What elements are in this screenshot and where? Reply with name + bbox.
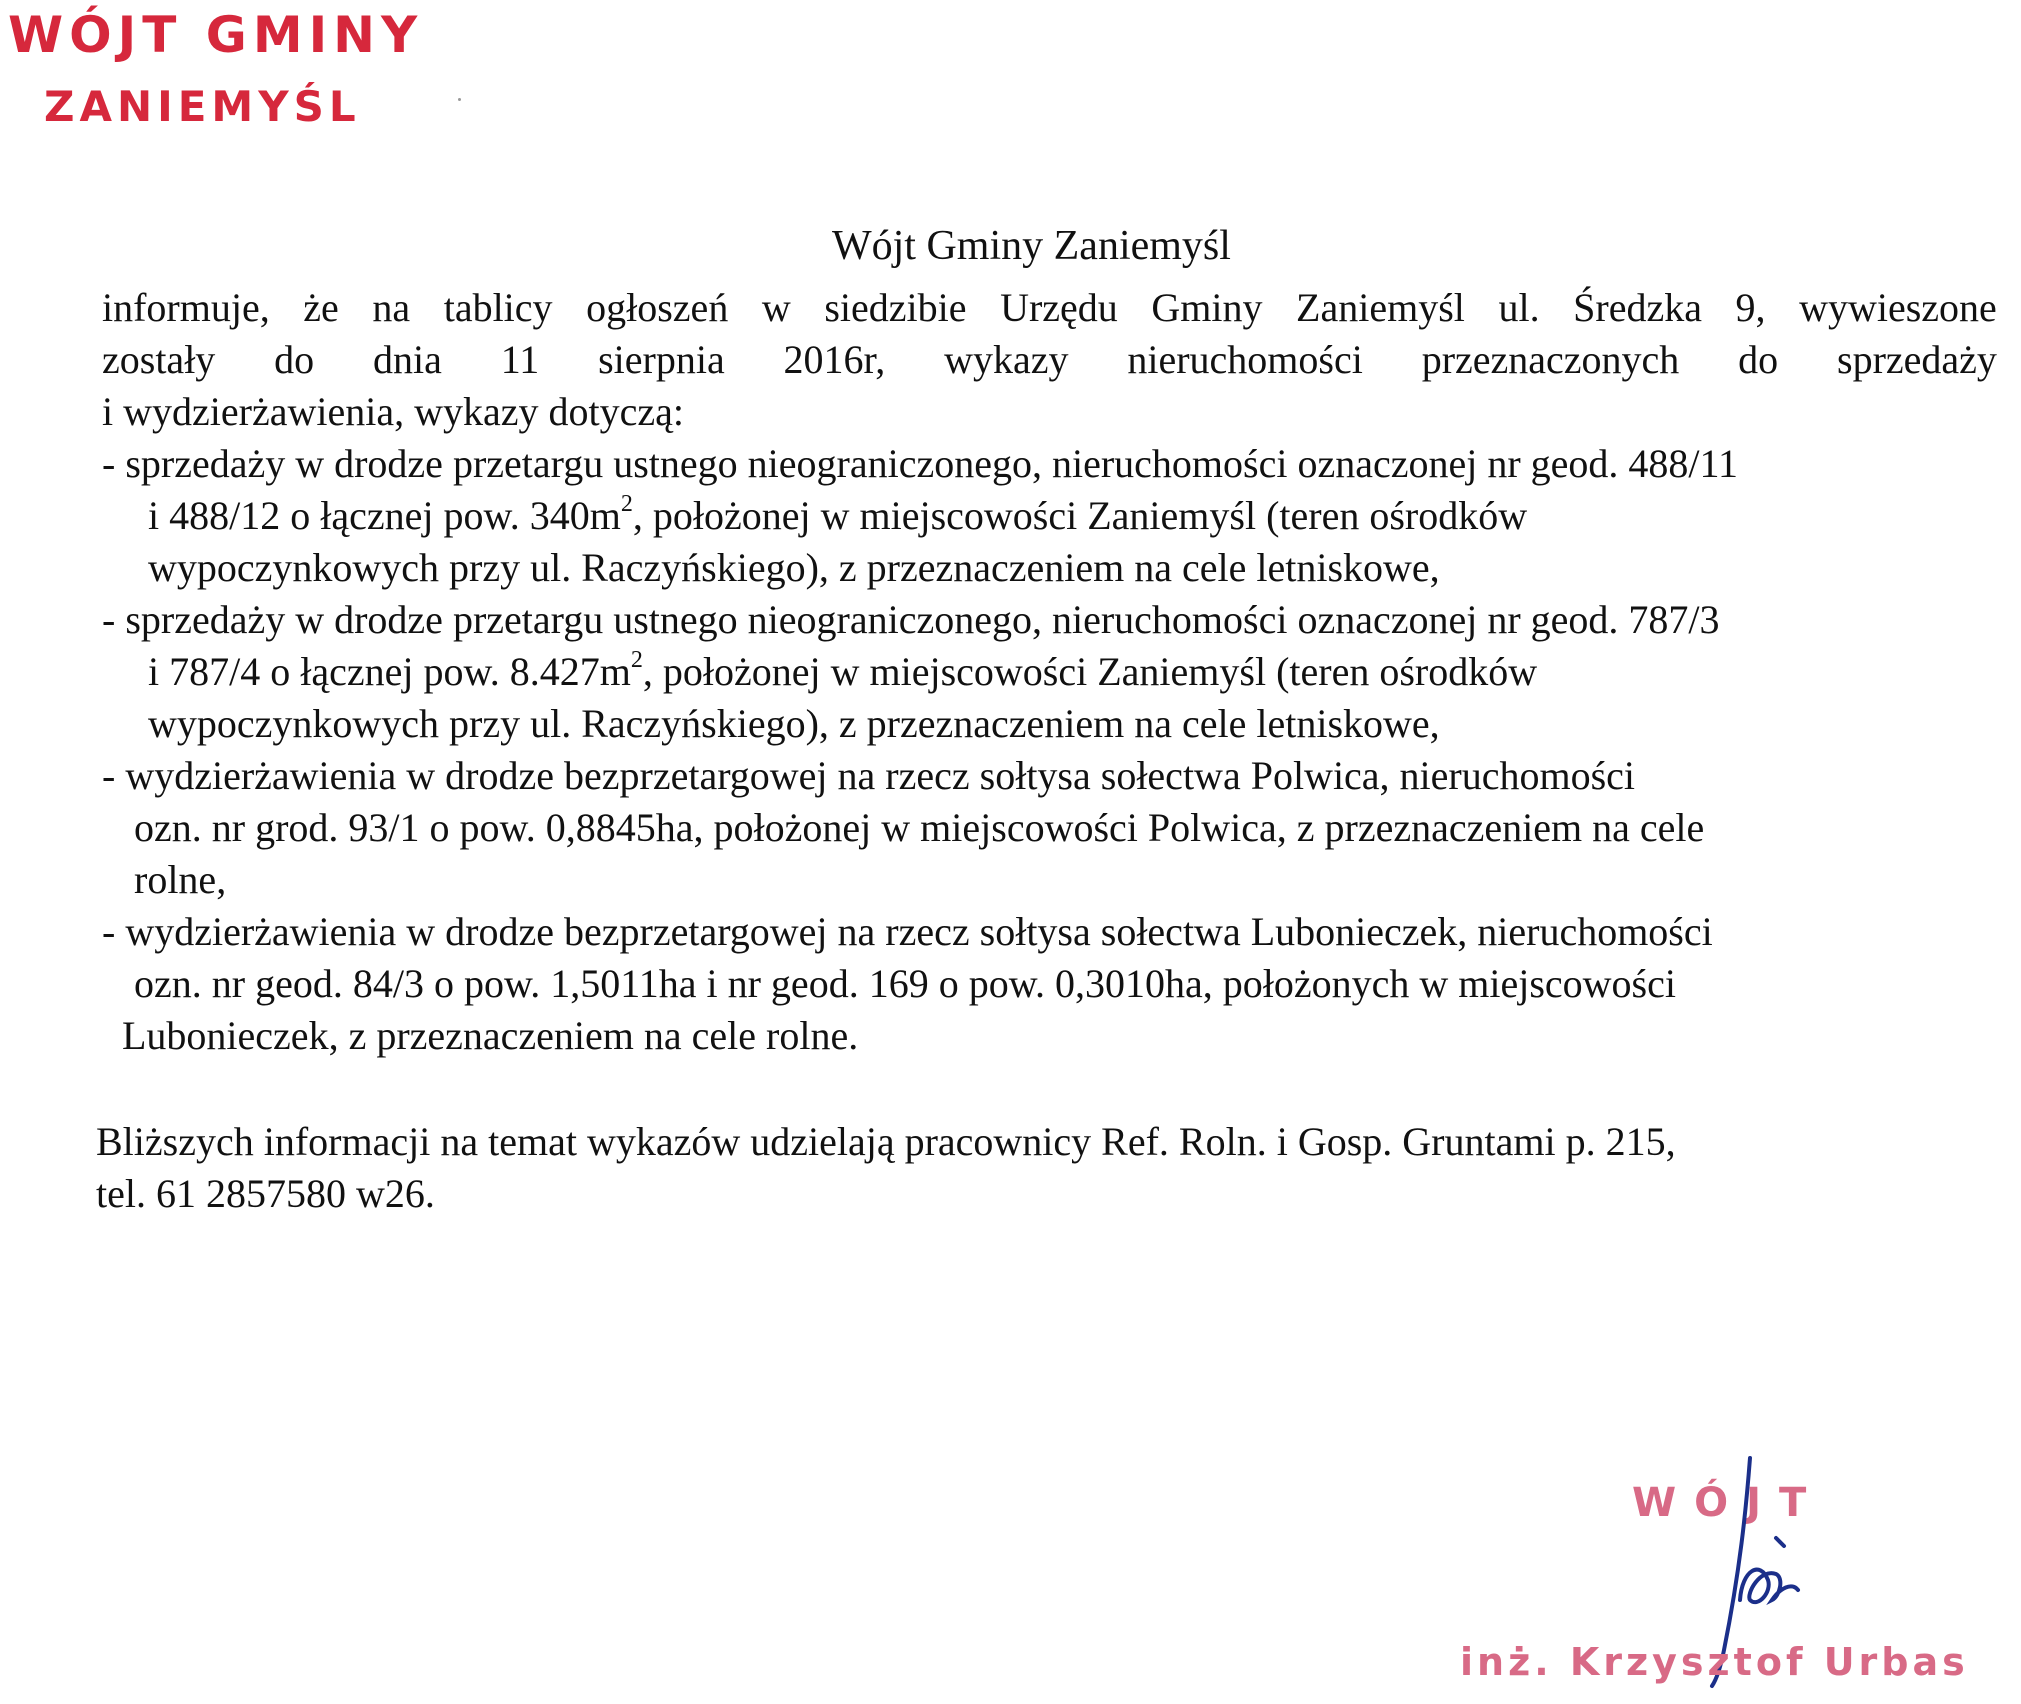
intro-word: tablicy: [443, 285, 553, 330]
intro-word: w: [761, 285, 791, 330]
intro-word: zostały: [102, 337, 216, 382]
stamp-wojt-gminy: WÓJT GMINY: [8, 6, 424, 64]
intro-word: ul.: [1498, 285, 1540, 330]
stamp-zaniemysl: ZANIEMYŚL: [44, 82, 361, 131]
intro-word: przeznaczonych: [1421, 337, 1680, 382]
list-item-3-line-1: - wydzierżawienia w drodze bezprzetargowej na rzecz sołtysa sołectwa Polwica, nieruchomości: [102, 753, 1636, 798]
list-item-3-line-2: ozn. nr grod. 93/1 o pow. 0,8845ha, położonej w miejscowości Polwica, z przeznaczeniem na cele: [134, 805, 1705, 850]
closing-paragraph: [96, 1116, 1676, 1220]
list-item-1-line-3: wypoczynkowych przy ul. Raczyńskiego), z przeznaczeniem na cele letniskowe,: [148, 545, 1440, 590]
document-body: [102, 282, 2002, 1062]
intro-line-1: [102, 282, 1997, 334]
intro-word: 9,: [1735, 285, 1766, 330]
intro-word: Urzędu: [1000, 285, 1118, 330]
closing-line-2: tel. 61 2857580 w26.: [96, 1171, 435, 1216]
closing-line-1: Bliższych informacji na temat wykazów udzielają pracownicy Ref. Roln. i Gosp. Gruntami p. 215,: [96, 1119, 1676, 1164]
intro-word: Gminy: [1151, 285, 1263, 330]
intro-word: wykazy: [944, 337, 1069, 382]
intro-word: sprzedaży: [1837, 337, 1997, 382]
intro-word: wywieszone: [1799, 285, 1997, 330]
intro-word: 11: [500, 337, 540, 382]
intro-word: sierpnia: [598, 337, 725, 382]
scan-speck: [458, 98, 461, 101]
list-item-1-line-2: i 488/12 o łącznej pow. $340m^2$, położonej w miejscowości Zaniemyśl (teren ośrodków: [148, 491, 1528, 538]
intro-word: do: [274, 337, 315, 382]
intro-word: Średzka: [1573, 285, 1702, 330]
list-item-2-line-2: i 787/4 o łącznej pow. $8.427m^2$, położonej w miejscowości Zaniemyśl (teren ośrodków: [148, 647, 1538, 694]
intro-word: siedzibie: [824, 285, 967, 330]
list-item-4-line-1: - wydzierżawienia w drodze bezprzetargowej na rzecz sołtysa sołectwa Lubonieczek, nieruchomości: [102, 909, 1713, 954]
intro-word: dnia: [373, 337, 442, 382]
list-item-3-line-3: rolne,: [134, 857, 227, 902]
intro-word: do: [1738, 337, 1779, 382]
intro-word: nieruchomości: [1127, 337, 1363, 382]
list-item-1-line-1: - sprzedaży w drodze przetargu ustnego nieograniczonego, nieruchomości oznaczonej nr geod. 488/11: [102, 441, 1739, 486]
list-item-2-line-1: - sprzedaży w drodze przetargu ustnego nieograniczonego, nieruchomości oznaczonej nr geod. 787/3: [102, 597, 1720, 642]
intro-word: informuje,: [102, 285, 270, 330]
intro-word: 2016r,: [783, 337, 886, 382]
intro-word: że: [303, 285, 339, 330]
signature-stamp-title: WÓJT: [1632, 1480, 1825, 1526]
intro-word: ogłoszeń: [586, 285, 729, 330]
list-item-2-line-3: wypoczynkowych przy ul. Raczyńskiego), z przeznaczeniem na cele letniskowe,: [148, 701, 1440, 746]
signature-stamp-name: inż. Krzysztof Urbas: [1460, 1640, 1969, 1684]
list-item-4-line-3: Lubonieczek, z przeznaczeniem na cele rolne.: [122, 1013, 859, 1058]
intro-word: Zaniemyśl: [1296, 285, 1465, 330]
document-title: Wójt Gminy Zaniemyśl: [832, 223, 1231, 269]
list-item-4-line-2: ozn. nr geod. 84/3 o pow. 1,5011ha i nr geod. 169 o pow. 0,3010ha, położonych w miejscowości: [134, 961, 1676, 1006]
intro-line-2: [102, 334, 1997, 386]
intro-line-3: i wydzierżawienia, wykazy dotyczą:: [102, 389, 684, 434]
intro-word: na: [372, 285, 411, 330]
